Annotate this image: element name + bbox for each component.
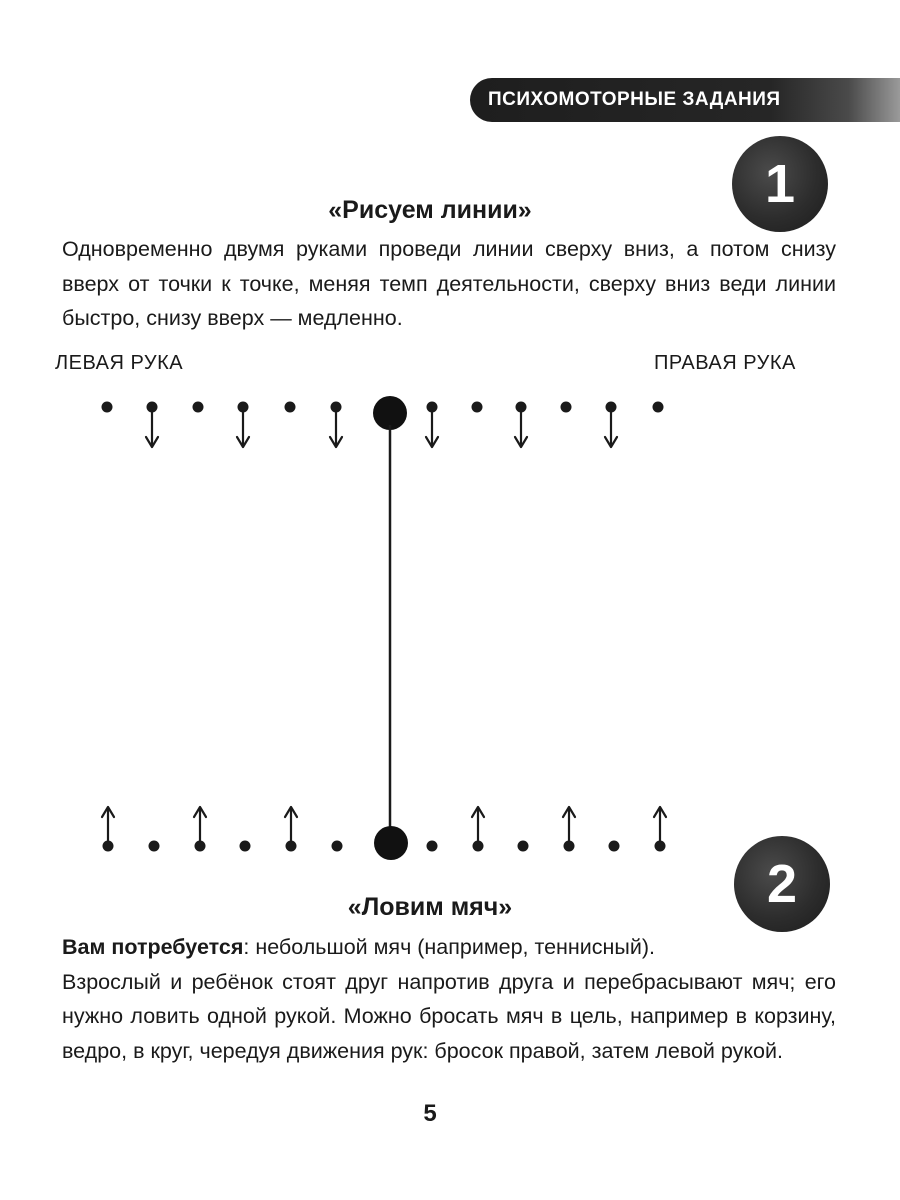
task-description-2: Взрослый и ребёнок стоят друг напротив друга и перебрасывают мяч; его нужно ловить одной рукой. Можно бросать мяч в цель, например в корзину, ведро, в круг, чередуя движения рук: бросок правой, затем левой рукой. — [62, 969, 836, 1063]
right-hand-label: ПРАВАЯ РУКА — [654, 352, 796, 374]
top-dot — [147, 402, 158, 413]
bottom-dot — [564, 841, 575, 852]
bottom-dot — [518, 841, 529, 852]
up-arrow — [472, 807, 484, 841]
down-arrow — [426, 412, 438, 447]
diagram-top-row — [102, 396, 664, 430]
requirement-line — [62, 930, 836, 965]
top-center-dot — [373, 396, 407, 430]
page-number: 5 — [423, 1100, 437, 1127]
top-dot — [285, 402, 296, 413]
diagram-bottom-row — [103, 826, 666, 860]
task-title-1: «Рисуем линии» — [328, 196, 532, 224]
section-header-label: ПСИХОМОТОРНЫЕ ЗАДАНИЯ — [488, 89, 781, 110]
bottom-dot — [195, 841, 206, 852]
bottom-dot — [240, 841, 251, 852]
top-dot — [193, 402, 204, 413]
requirement-text: : небольшой мяч (например, теннисный). — [243, 935, 656, 959]
up-arrow — [285, 807, 297, 841]
top-dot — [427, 402, 438, 413]
bottom-dot — [473, 841, 484, 852]
down-arrow — [237, 412, 249, 447]
bottom-dot — [655, 841, 666, 852]
down-arrow — [515, 412, 527, 447]
up-arrow — [194, 807, 206, 841]
top-dot — [606, 402, 617, 413]
bottom-dot — [103, 841, 114, 852]
task-instruction-1: Одновременно двумя руками проведи линии сверху вниз, а потом снизу вверх от точки к точке, меняя темп деятельности, сверху вниз веди линии быстро, снизу вверх — медленно. — [62, 237, 836, 330]
bottom-dot — [427, 841, 438, 852]
left-hand-label: ЛЕВАЯ РУКА — [55, 352, 184, 374]
down-arrow — [146, 412, 158, 447]
task-number-badge-1: 1 — [732, 136, 828, 232]
down-arrow — [605, 412, 617, 447]
top-dot — [331, 402, 342, 413]
top-dot — [472, 402, 483, 413]
requirement-label: Вам потребуется — [62, 935, 244, 959]
top-dot — [102, 402, 113, 413]
bottom-dot — [149, 841, 160, 852]
top-dot — [653, 402, 664, 413]
bottom-dot — [286, 841, 297, 852]
task-title-2: «Ловим мяч» — [347, 893, 513, 921]
diagram-up-arrows — [102, 807, 666, 841]
top-dot — [238, 402, 249, 413]
task-instruction-2 — [62, 930, 836, 1068]
up-arrow — [563, 807, 575, 841]
top-dot — [516, 402, 527, 413]
up-arrow — [102, 807, 114, 841]
task-number-badge-2: 2 — [734, 836, 830, 932]
up-arrow — [654, 807, 666, 841]
top-dot — [561, 402, 572, 413]
bottom-center-dot — [374, 826, 408, 860]
bottom-dot — [332, 841, 343, 852]
diagram-down-arrows — [146, 412, 617, 447]
down-arrow — [330, 412, 342, 447]
bottom-dot — [609, 841, 620, 852]
